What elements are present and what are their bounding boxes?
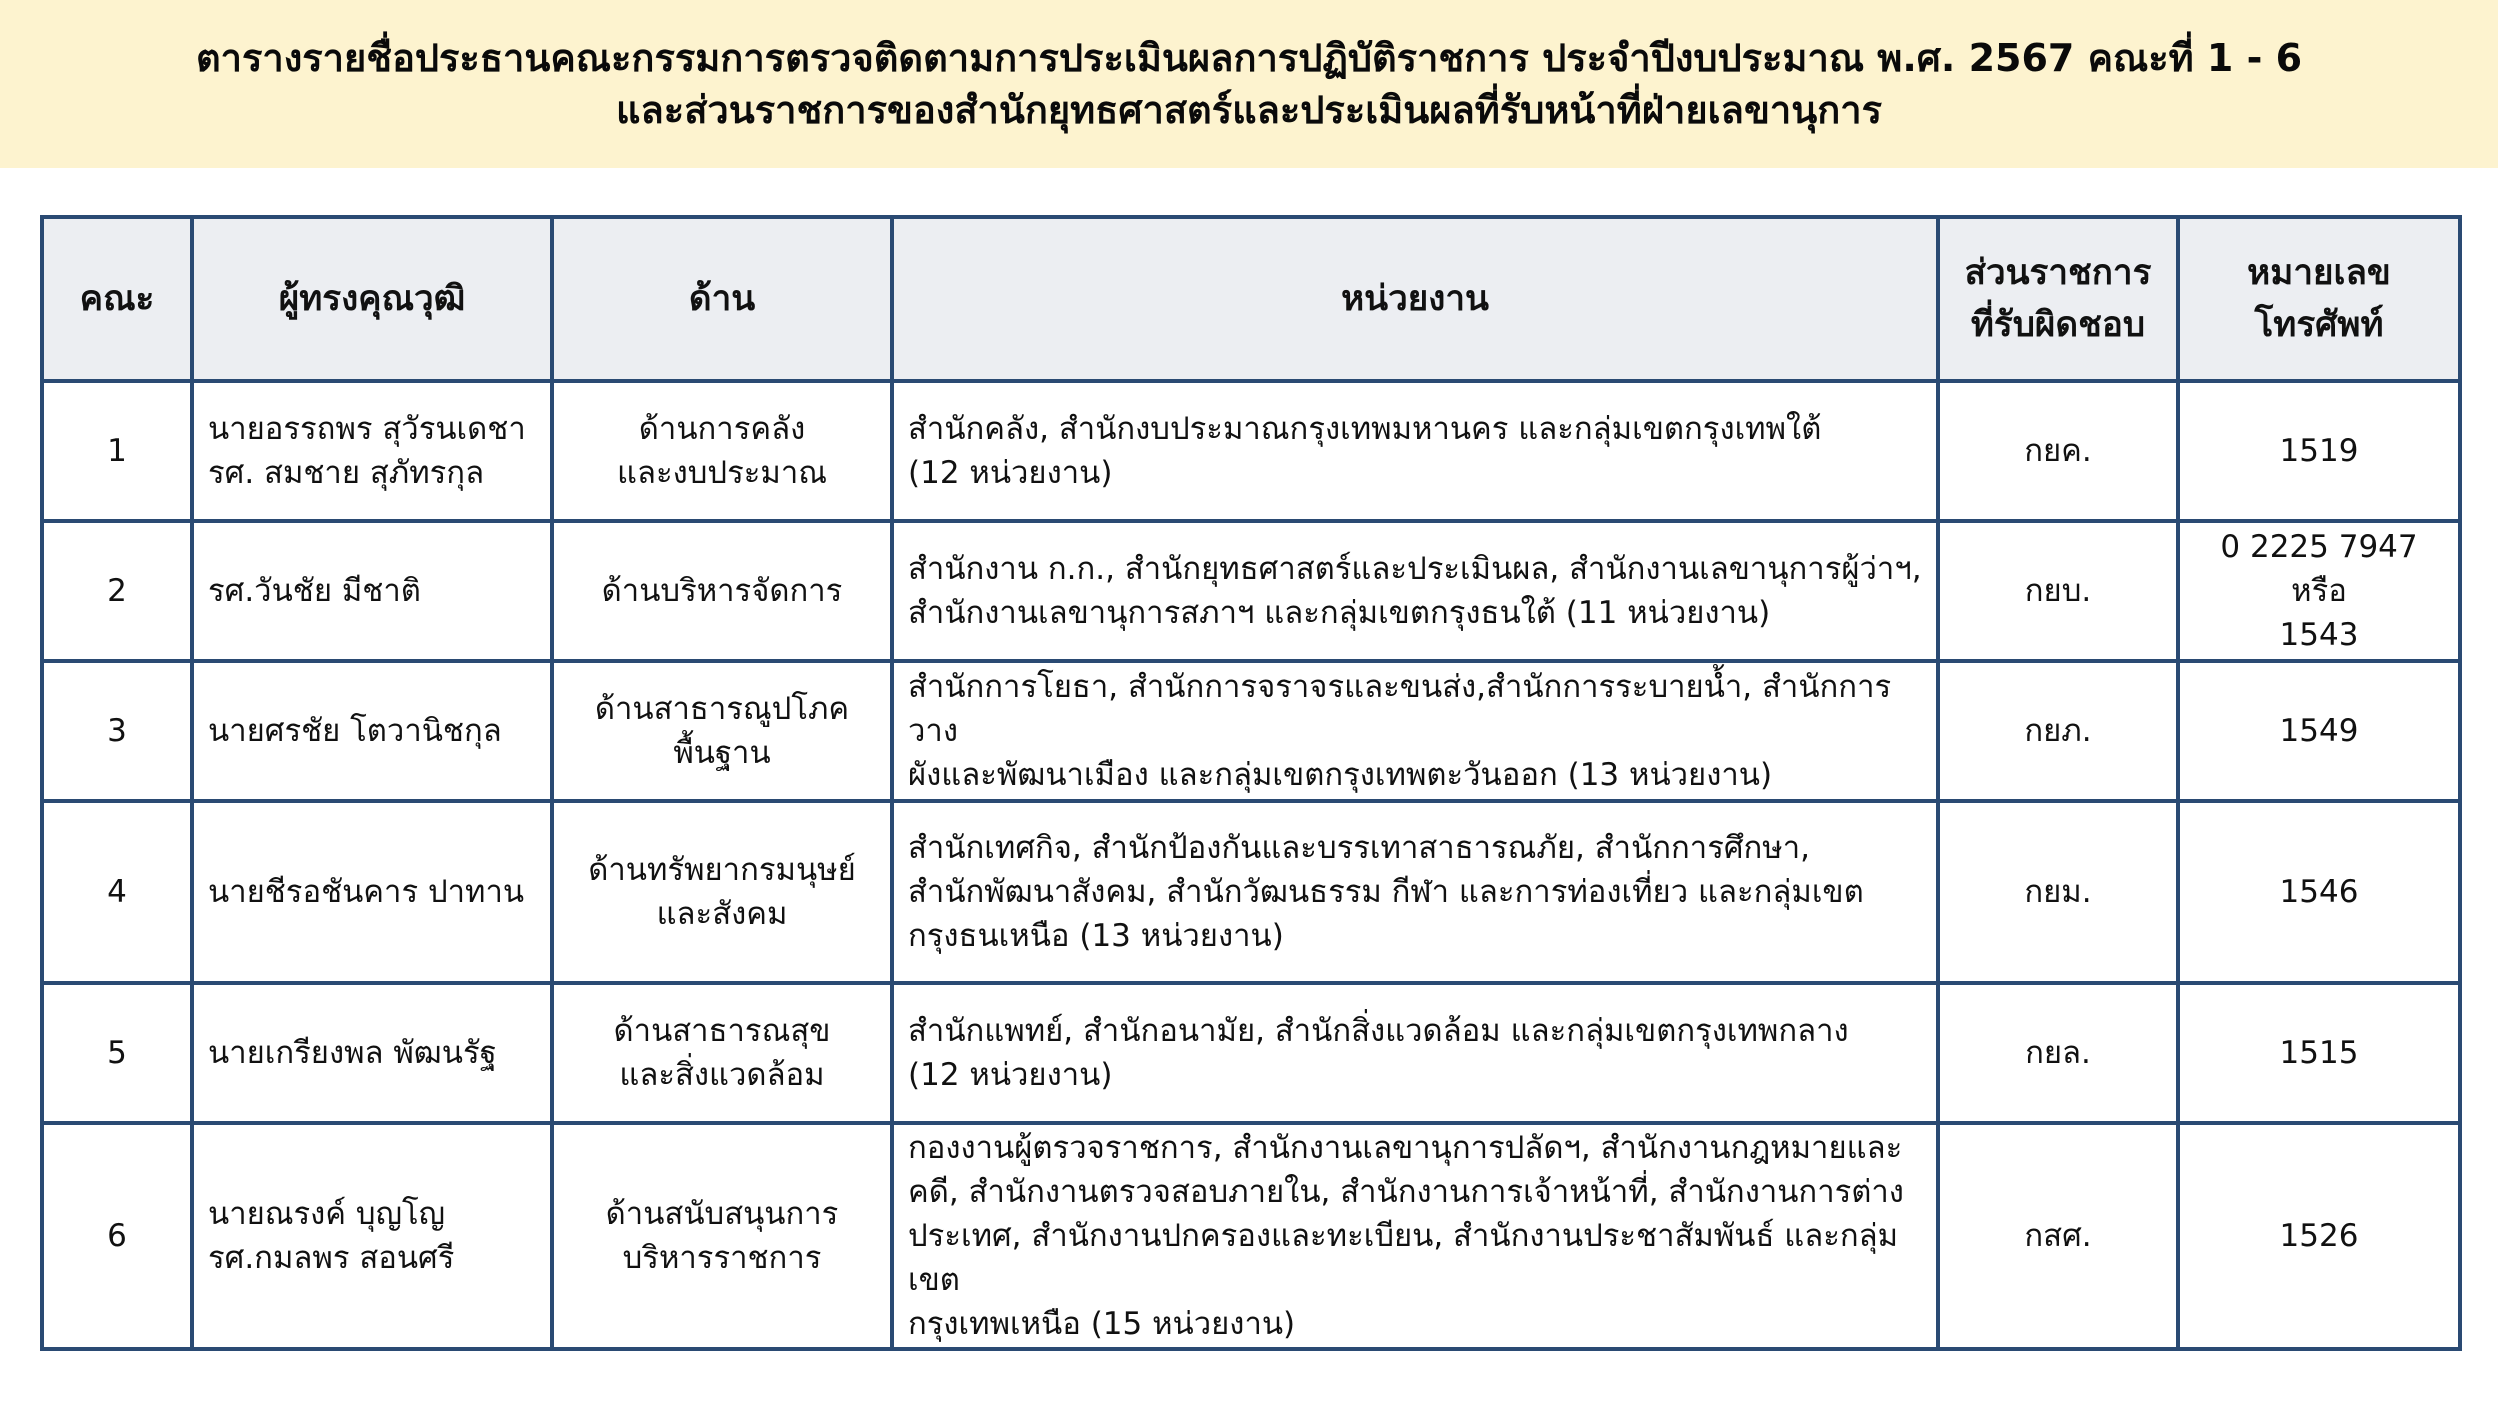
column-header-phone-line: หมายเลข [2247, 253, 2391, 293]
cell-phone [2178, 801, 2460, 983]
cell-responsible: กยม. [1938, 801, 2178, 983]
table-row [42, 1123, 2460, 1349]
page-header [0, 0, 2498, 168]
column-header-responsible-line: ส่วนราชการ [1964, 253, 2152, 293]
column-header-responsible [1938, 217, 2178, 381]
table-row [42, 983, 2460, 1123]
cell-chair [192, 983, 552, 1123]
cell-chair [192, 801, 552, 983]
cell-area [552, 521, 892, 661]
units-line: กรุงธนเหนือ (13 หน่วยงาน) [908, 918, 1284, 954]
phone-line: 1543 [2279, 617, 2359, 653]
chair-name-line: รศ.วันชัย มีชาติ [208, 573, 421, 609]
chair-name-line: นายอรรถพร สุวัรนเดชา [208, 411, 526, 447]
cell-chair [192, 1123, 552, 1349]
units-line: ประเทศ, สำนักงานปกครองและทะเบียน, สำนักงานประชาสัมพันธ์ และกลุ่มเขต [908, 1218, 1899, 1298]
cell-chair [192, 381, 552, 521]
cell-units [892, 381, 1938, 521]
phone-line: 1515 [2279, 1035, 2359, 1071]
committee-table-container [40, 215, 2458, 1351]
cell-area [552, 661, 892, 801]
cell-committee: 4 [42, 801, 192, 983]
cell-committee: 5 [42, 983, 192, 1123]
cell-committee: 6 [42, 1123, 192, 1349]
column-header-units: หน่วยงาน [892, 217, 1938, 381]
cell-responsible: กยภ. [1938, 661, 2178, 801]
table-row [42, 661, 2460, 801]
phone-line: 1526 [2279, 1218, 2359, 1254]
phone-line: 0 2225 7947 หรือ [2220, 529, 2418, 609]
cell-responsible: กสศ. [1938, 1123, 2178, 1349]
column-header-area: ด้าน [552, 217, 892, 381]
cell-phone [2178, 381, 2460, 521]
units-line: ผังและพัฒนาเมือง และกลุ่มเขตกรุงเทพตะวันออก (13 หน่วยงาน) [908, 757, 1773, 793]
cell-units [892, 661, 1938, 801]
units-line: สำนักแพทย์, สำนักอนามัย, สำนักสิ่งแวดล้อม และกลุ่มเขตกรุงเทพกลาง [908, 1013, 1849, 1049]
area-line: และสิ่งแวดล้อม [619, 1057, 825, 1093]
cell-committee: 1 [42, 381, 192, 521]
phone-line: 1549 [2279, 713, 2359, 749]
cell-units [892, 1123, 1938, 1349]
area-line: และงบประมาณ [616, 455, 828, 491]
units-line: สำนักงานเลขานุการสภาฯ และกลุ่มเขตกรุงธนใต้ (11 หน่วยงาน) [908, 595, 1771, 631]
area-line: ด้านการคลัง [638, 411, 806, 447]
table-row [42, 381, 2460, 521]
phone-line: 1519 [2279, 433, 2359, 469]
area-line: ด้านทรัพยากรมนุษย์ [588, 852, 856, 888]
area-line: ด้านบริหารจัดการ [601, 573, 843, 609]
cell-units [892, 983, 1938, 1123]
cell-phone [2178, 1123, 2460, 1349]
chair-name-line: นายเกรียงพล พัฒนรัฐ [208, 1035, 497, 1071]
units-line: (12 หน่วยงาน) [908, 1057, 1113, 1093]
cell-committee: 2 [42, 521, 192, 661]
cell-chair [192, 521, 552, 661]
chair-name-line: นายณรงค์ บุญโญ [208, 1196, 446, 1232]
table-row [42, 521, 2460, 661]
cell-units [892, 801, 1938, 983]
committee-table [40, 215, 2462, 1351]
column-header-phone [2178, 217, 2460, 381]
units-line: คดี, สำนักงานตรวจสอบภายใน, สำนักงานการเจ้าหน้าที่, สำนักงานการต่าง [908, 1174, 1904, 1210]
table-row [42, 801, 2460, 983]
chair-name-line: รศ.กมลพร สอนศรี [208, 1240, 455, 1276]
chair-name-line: นายชีรอชันคาร ปาทาน [208, 874, 525, 910]
table-header-row [42, 217, 2460, 381]
column-header-phone-line: โทรศัพท์ [2254, 305, 2384, 345]
units-line: (12 หน่วยงาน) [908, 455, 1113, 491]
area-line: บริหารราชการ [622, 1240, 822, 1276]
cell-responsible: กยบ. [1938, 521, 2178, 661]
cell-phone [2178, 983, 2460, 1123]
cell-phone [2178, 661, 2460, 801]
units-line: สำนักคลัง, สำนักงบประมาณกรุงเทพมหานคร และกลุ่มเขตกรุงเทพใต้ [908, 411, 1822, 447]
cell-units [892, 521, 1938, 661]
phone-line: 1546 [2279, 874, 2359, 910]
units-line: สำนักการโยธา, สำนักการจราจรและขนส่ง,สำนักการระบายน้ำ, สำนักการวาง [908, 669, 1892, 749]
cell-responsible: กยล. [1938, 983, 2178, 1123]
cell-area [552, 801, 892, 983]
area-line: และสังคม [656, 896, 788, 932]
chair-name-line: นายศรชัย โตวานิชกุล [208, 713, 502, 749]
chair-name-line: รศ. สมชาย สุภัทรกุล [208, 455, 485, 491]
column-header-chair: ผู้ทรงคุณวุฒิ [192, 217, 552, 381]
area-line: พื้นฐาน [673, 735, 771, 771]
cell-area [552, 381, 892, 521]
units-line: กองงานผู้ตรวจราชการ, สำนักงานเลขานุการปลัดฯ, สำนักงานกฎหมายและ [908, 1130, 1903, 1166]
column-header-committee: คณะ [42, 217, 192, 381]
page-title-line-1: ตารางรายชื่อประธานคณะกรรมการตรวจติดตามการประเมินผลการปฏิบัติราชการ ประจำปีงบประมาณ พ.ศ. 2567 คณะที่ 1 - 6 [195, 36, 2303, 80]
area-line: ด้านสาธารณสุข [613, 1013, 831, 1049]
units-line: สำนักพัฒนาสังคม, สำนักวัฒนธรรม กีฬา และการท่องเที่ยว และกลุ่มเขต [908, 874, 1864, 910]
cell-area [552, 983, 892, 1123]
cell-phone [2178, 521, 2460, 661]
units-line: กรุงเทพเหนือ (15 หน่วยงาน) [908, 1306, 1296, 1342]
cell-area [552, 1123, 892, 1349]
cell-committee: 3 [42, 661, 192, 801]
cell-chair [192, 661, 552, 801]
area-line: ด้านสนับสนุนการ [605, 1196, 839, 1232]
page-title-line-2: และส่วนราชการของสำนักยุทธศาสตร์และประเมินผลที่รับหน้าที่ฝ่ายเลขานุการ [616, 88, 1882, 132]
units-line: สำนักงาน ก.ก., สำนักยุทธศาสตร์และประเมินผล, สำนักงานเลขานุการผู้ว่าฯ, [908, 551, 1922, 587]
column-header-responsible-line: ที่รับผิดชอบ [1970, 305, 2146, 345]
units-line: สำนักเทศกิจ, สำนักป้องกันและบรรเทาสาธารณภัย, สำนักการศึกษา, [908, 830, 1810, 866]
area-line: ด้านสาธารณูปโภค [594, 691, 850, 727]
cell-responsible: กยค. [1938, 381, 2178, 521]
table-body [42, 381, 2460, 1349]
